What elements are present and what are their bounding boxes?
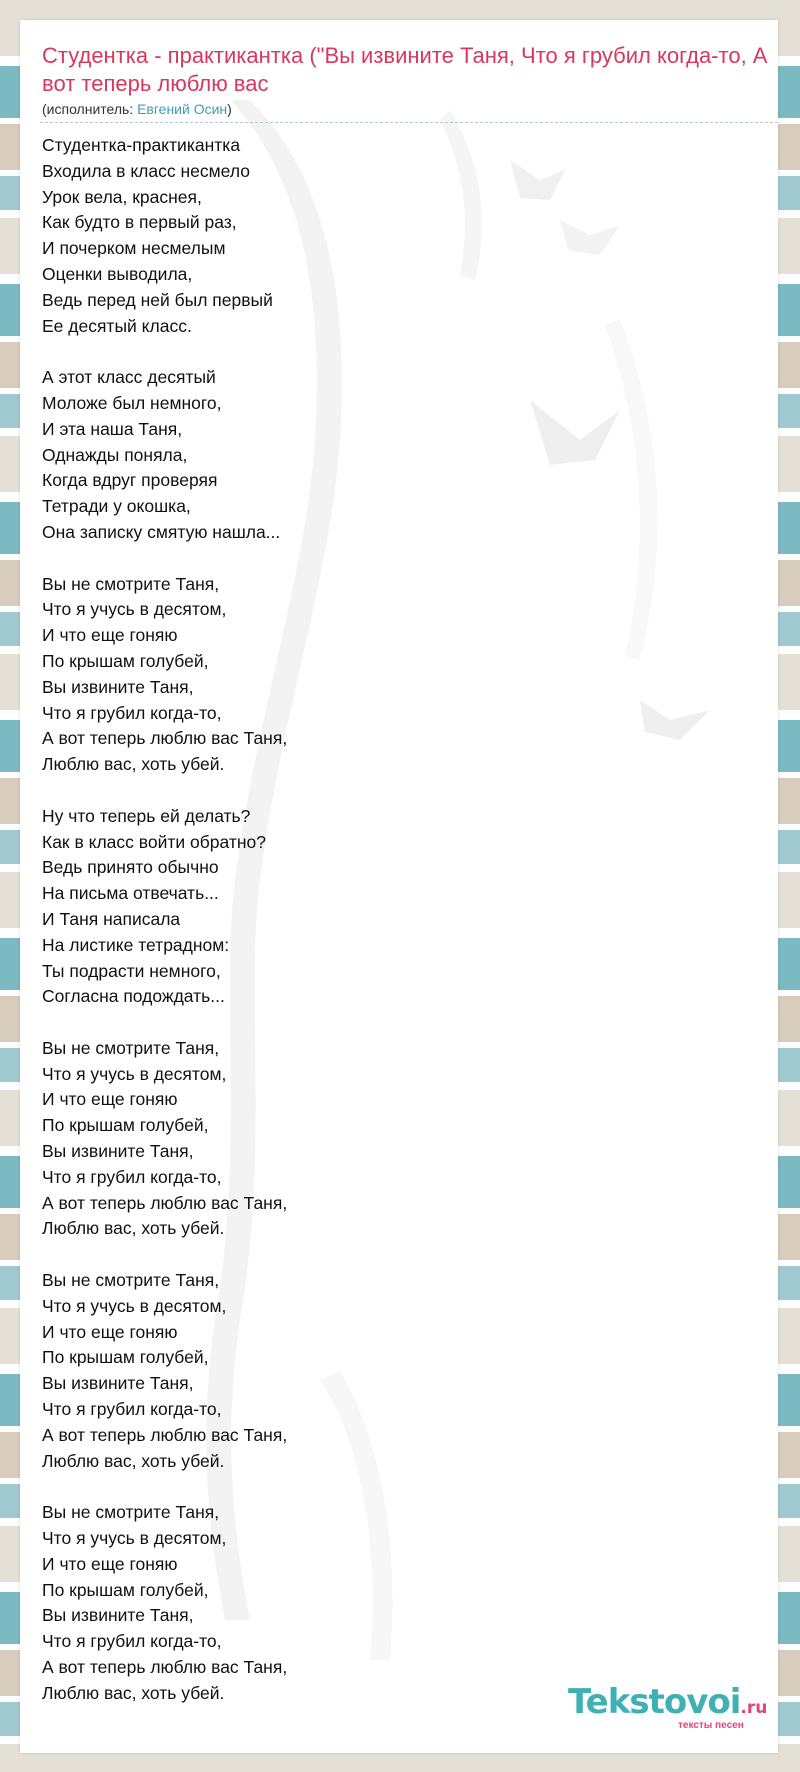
logo-tld: .ru [740, 1698, 768, 1718]
header-divider [40, 122, 778, 123]
lyrics-line: Люблю вас, хоть убей. [42, 1450, 225, 1471]
lyrics-line: Вы не смотрите Таня, [42, 1270, 220, 1291]
lyrics-line: Моложе был немного, [42, 392, 222, 413]
lyrics-line: Ведь перед ней был первый [42, 289, 273, 310]
song-title: Студентка - практикантка ("Вы извините Таня, Что я грубил когда-то, А вот теперь люблю вас [42, 43, 768, 96]
artist-prefix: (исполнитель: [42, 101, 138, 117]
logo-tagline: тексты песен [678, 1720, 744, 1731]
lyrics-line: Вы не смотрите Таня, [42, 1037, 220, 1058]
lyrics-line: Что я учусь в десятом, [42, 599, 227, 620]
lyrics-line: Входила в класс несмело [42, 160, 250, 181]
lyrics-line: Ее десятый класс. [42, 315, 192, 336]
lyrics-line: Вы извините Таня, [42, 1141, 194, 1162]
lyrics-line: Люблю вас, хоть убей. [42, 754, 225, 775]
lyrics-line: По крышам голубей, [42, 650, 209, 671]
artist-line [42, 101, 778, 117]
lyrics-line: Студентка-практикантка [42, 135, 241, 155]
lyrics-line: А вот теперь люблю вас Таня, [42, 1424, 288, 1445]
lyrics-line: И что еще гоняю [42, 1553, 178, 1574]
lyrics-line: И Таня написала [42, 908, 181, 929]
lyrics-stanza [42, 1500, 742, 1706]
lyrics-line: Что я учусь в десятом, [42, 1528, 227, 1549]
lyrics-stanza [42, 1268, 742, 1474]
lyrics-line: И что еще гоняю [42, 625, 178, 646]
lyrics-line: Вы не смотрите Таня, [42, 573, 220, 594]
lyrics-line: И эта наша Таня, [42, 418, 183, 439]
lyrics-line: Что я учусь в десятом, [42, 1063, 227, 1084]
lyrics-line: А вот теперь люблю вас Таня, [42, 1192, 288, 1213]
logo-main-text: Tekstovoi [568, 1682, 741, 1722]
lyrics-line: Ты подрасти немного, [42, 960, 221, 981]
lyrics-line: Урок вела, краснея, [42, 186, 202, 207]
lyrics-line: А вот теперь люблю вас Таня, [42, 728, 288, 749]
song-header [42, 42, 778, 117]
lyrics-stanza [42, 804, 742, 1010]
lyrics-line: Как будто в первый раз, [42, 212, 237, 233]
lyrics-line: Однажды поняла, [42, 444, 188, 465]
lyrics-line: Вы извините Таня, [42, 676, 194, 697]
lyrics-line: А вот теперь люблю вас Таня, [42, 1657, 288, 1678]
lyrics-line: Вы не смотрите Таня, [42, 1502, 220, 1523]
lyrics-line: На листике тетрадном: [42, 934, 230, 955]
lyrics-line: Ведь принято обычно [42, 857, 219, 878]
lyrics-line: Вы извините Таня, [42, 1605, 194, 1626]
lyrics-line: И что еще гоняю [42, 1321, 178, 1342]
artist-link[interactable]: Евгений Осин [137, 101, 228, 117]
lyrics-line: Оценки выводила, [42, 263, 193, 284]
lyrics-line: А этот класс десятый [42, 367, 216, 388]
lyrics-card [20, 20, 778, 1753]
lyrics-stanza [42, 1036, 742, 1242]
lyrics-line: Ну что теперь ей делать? [42, 805, 251, 826]
lyrics-line: По крышам голубей, [42, 1347, 209, 1368]
lyrics-stanza [42, 572, 742, 778]
site-logo[interactable] [568, 1682, 768, 1742]
lyrics-line: Что я учусь в десятом, [42, 1295, 227, 1316]
lyrics-stanza [42, 365, 742, 546]
lyrics-line: Когда вдруг проверяя [42, 470, 218, 491]
lyrics-line: Согласна подождать... [42, 986, 225, 1007]
artist-suffix: ) [227, 101, 232, 117]
lyrics-line: И почерком несмелым [42, 238, 226, 259]
lyrics-line: На письма отвечать... [42, 883, 219, 904]
lyrics-line: Что я грубил когда-то, [42, 1631, 222, 1652]
lyrics-line: Что я грубил когда-то, [42, 1166, 222, 1187]
lyrics-line: По крышам голубей, [42, 1115, 209, 1136]
lyrics-line: По крышам голубей, [42, 1579, 209, 1600]
lyrics-line: Что я грубил когда-то, [42, 702, 222, 723]
lyrics-line: И что еще гоняю [42, 1089, 178, 1110]
lyrics-line: Как в класс войти обратно? [42, 831, 267, 852]
lyrics-line: Что я грубил когда-то, [42, 1399, 222, 1420]
lyrics-line: Люблю вас, хоть убей. [42, 1682, 225, 1703]
lyrics-line: Она записку смятую нашла... [42, 521, 281, 542]
lyrics-line: Люблю вас, хоть убей. [42, 1218, 225, 1239]
lyrics-line: Вы извините Таня, [42, 1373, 194, 1394]
lyrics-text [42, 133, 742, 1732]
lyrics-line: Тетради у окошка, [42, 496, 191, 517]
lyrics-stanza [42, 133, 742, 339]
